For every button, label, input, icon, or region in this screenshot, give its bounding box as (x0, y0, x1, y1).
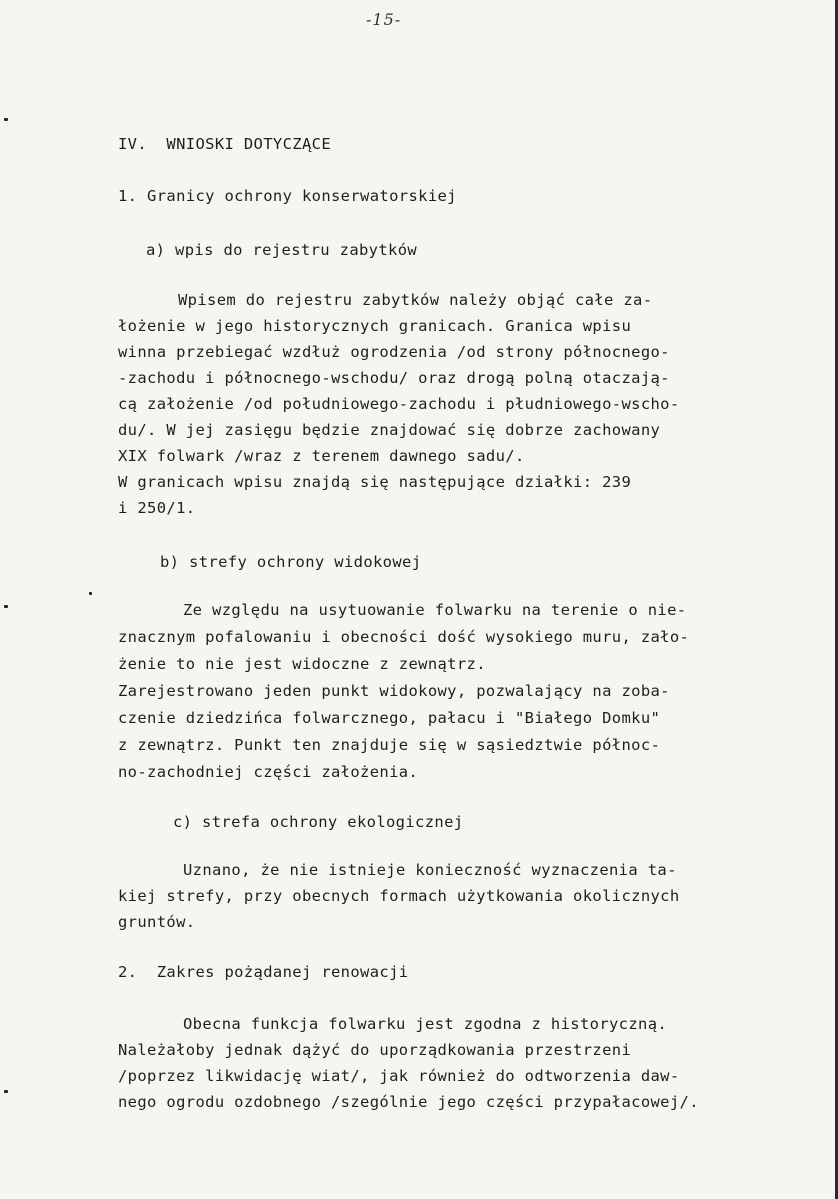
paragraph-a-line: Wpisem do rejestru zabytków należy objąć całe za- (178, 291, 653, 309)
paragraph-a-line: cą założenie /od południowego-zachodu i płudniowego-wscho- (118, 395, 680, 413)
paragraph-a-line: -zachodu i północnego-wschodu/ oraz drogą polną otaczają- (118, 369, 670, 387)
margin-mark (4, 118, 8, 121)
paragraph-2-line: nego ogrodu ozdobnego /szególnie jego części przypałacowej/. (118, 1093, 699, 1111)
subheading-b: b) strefy ochrony widokowej (160, 553, 422, 571)
paragraph-b-line: czenie dziedzińca folwarcznego, pałacu i "Białego Domku" (118, 709, 661, 727)
paragraph-c-line: gruntów. (118, 913, 196, 931)
subsection-heading-1: 1. Granicy ochrony konserwatorskiej (118, 187, 457, 205)
subheading-c: c) strefa ochrony ekologicznej (173, 813, 464, 831)
paragraph-b-line: znacznym pofalowaniu i obecności dość wysokiego muru, zało- (118, 628, 690, 646)
subsection-heading-2: 2. Zakres pożądanej renowacji (118, 963, 409, 981)
paragraph-2-line: Należałoby jednak dążyć do uporządkowania przestrzeni (118, 1041, 632, 1059)
paragraph-a-line: łożenie w jego historycznych granicach. Granica wpisu (118, 317, 632, 335)
paragraph-b-line: no-zachodniej części założenia. (118, 763, 419, 781)
paragraph-b-line: żenie to nie jest widoczne z zewnątrz. (118, 655, 486, 673)
paragraph-2-line: Obecna funkcja folwarku jest zgodna z historyczną. (183, 1015, 668, 1033)
paragraph-b-line: z zewnątrz. Punkt ten znajduje się w sąsiedztwie północ- (118, 736, 661, 754)
paragraph-b-line: Ze względu na usytuowanie folwarku na terenie o nie- (183, 601, 687, 619)
paragraph-2-line: /poprzez likwidację wiat/, jak również do odtworzenia daw- (118, 1067, 680, 1085)
subheading-a: a) wpis do rejestru zabytków (146, 241, 418, 259)
section-heading: IV. WNIOSKI DOTYCZĄCE (118, 135, 331, 153)
paragraph-b-line: Zarejestrowano jeden punkt widokowy, pozwalający na zoba- (118, 682, 670, 700)
paragraph-a-line: W granicach wpisu znajdą się następujące działki: 239 (118, 473, 632, 491)
paragraph-a-line: du/. W jej zasięgu będzie znajdować się dobrze zachowany (118, 421, 661, 439)
margin-mark (4, 605, 8, 608)
paragraph-a-line: i 250/1. (118, 499, 196, 517)
paragraph-a-line: winna przebiegać wzdłuż ogrodzenia /od strony północnego- (118, 343, 670, 361)
margin-mark (89, 592, 92, 595)
paragraph-c-line: Uznano, że nie istnieje konieczność wyznaczenia ta- (183, 861, 677, 879)
paragraph-c-line: kiej strefy, przy obecnych formach użytkowania okolicznych (118, 887, 680, 905)
margin-mark (4, 1090, 8, 1093)
paragraph-a-line: XIX folwark /wraz z terenem dawnego sadu/. (118, 447, 525, 465)
page-number: -15- (366, 10, 402, 29)
